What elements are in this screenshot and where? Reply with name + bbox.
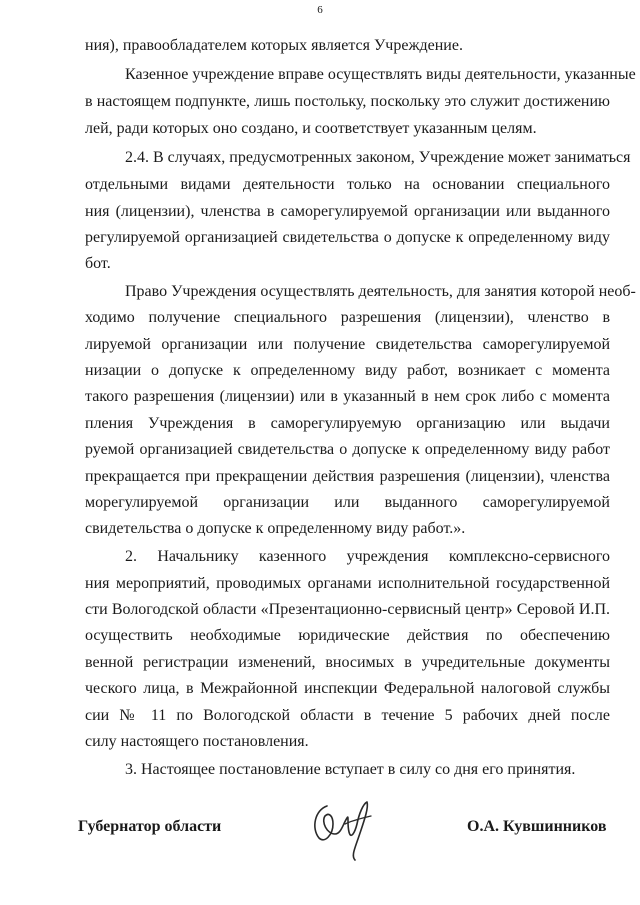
text-line: пления Учреждения в саморегулируемую организацию или выдачи bbox=[85, 415, 610, 432]
text-line: осуществить необходимые юридические действия по обеспечению bbox=[85, 627, 610, 644]
text-line: руемой организацией свидетельства о допуске к определенному виду работ bbox=[85, 441, 610, 458]
text-line: Право Учреждения осуществлять деятельность, для занятия которой необ- bbox=[125, 283, 636, 300]
page-number: 6 bbox=[317, 4, 323, 16]
text-line: силу настоящего постановления. bbox=[85, 733, 309, 750]
text-line: в настоящем подпункте, лишь постольку, поскольку это служит достижению bbox=[85, 93, 610, 110]
signatory-position: Губернатор области bbox=[78, 818, 222, 835]
text-line: сти Вологодской области «Презентационно-сервисный центр» Серовой И.П. bbox=[85, 601, 610, 618]
text-line: лируемой организации или получение свидетельства саморегулируемой bbox=[85, 336, 610, 353]
text-line: ния), правообладателем которых является Учреждение. bbox=[85, 37, 463, 54]
text-line: такого разрешения (лицензии) или в указанный в нем срок либо с момента bbox=[85, 388, 610, 405]
text-line: венной регистрации изменений, вносимых в учредительные документы bbox=[85, 654, 610, 671]
text-line: ния мероприятий, проводимых органами исполнительной государственной bbox=[85, 575, 610, 592]
text-line: свидетельства о допуске к определенному виду работ.». bbox=[85, 520, 466, 537]
text-line: бот. bbox=[85, 255, 111, 272]
text-line: 2. Начальнику казенного учреждения комплексно-сервисного bbox=[125, 548, 610, 565]
text-line: 2.4. В случаях, предусмотренных законом, Учреждение может заниматься bbox=[125, 149, 631, 166]
text-line: прекращается при прекращении действия разрешения (лицензии), членства bbox=[85, 468, 610, 485]
text-line: сии № 11 по Вологодской области в течение 5 рабочих дней после bbox=[85, 707, 610, 724]
text-line: ческого лица, в Межрайонной инспекции Федеральной налоговой службы bbox=[85, 680, 610, 697]
text-line: лей, ради которых оно создано, и соответствует указанным целям. bbox=[85, 120, 537, 137]
text-line: низации о допуске к определенному виду работ, возникает с момента bbox=[85, 362, 610, 379]
text-line: ния (лицензии), членства в саморегулируемой организации или выданного bbox=[85, 203, 610, 220]
text-line: отдельными видами деятельности только на основании специального bbox=[85, 176, 610, 193]
text-line: ходимо получение специального разрешения (лицензии), членство в bbox=[85, 309, 610, 326]
text-line: Казенное учреждение вправе осуществлять виды деятельности, указанные bbox=[125, 66, 636, 83]
text-line: регулируемой организацией свидетельства о допуске к определенному виду bbox=[85, 229, 610, 246]
text-line: 3. Настоящее постановление вступает в силу со дня его принятия. bbox=[125, 761, 576, 778]
handwritten-signature bbox=[305, 794, 385, 864]
signatory-name: О.А. Кувшинников bbox=[467, 818, 607, 835]
text-line: морегулируемой организации или выданного саморегулируемой bbox=[85, 494, 610, 511]
